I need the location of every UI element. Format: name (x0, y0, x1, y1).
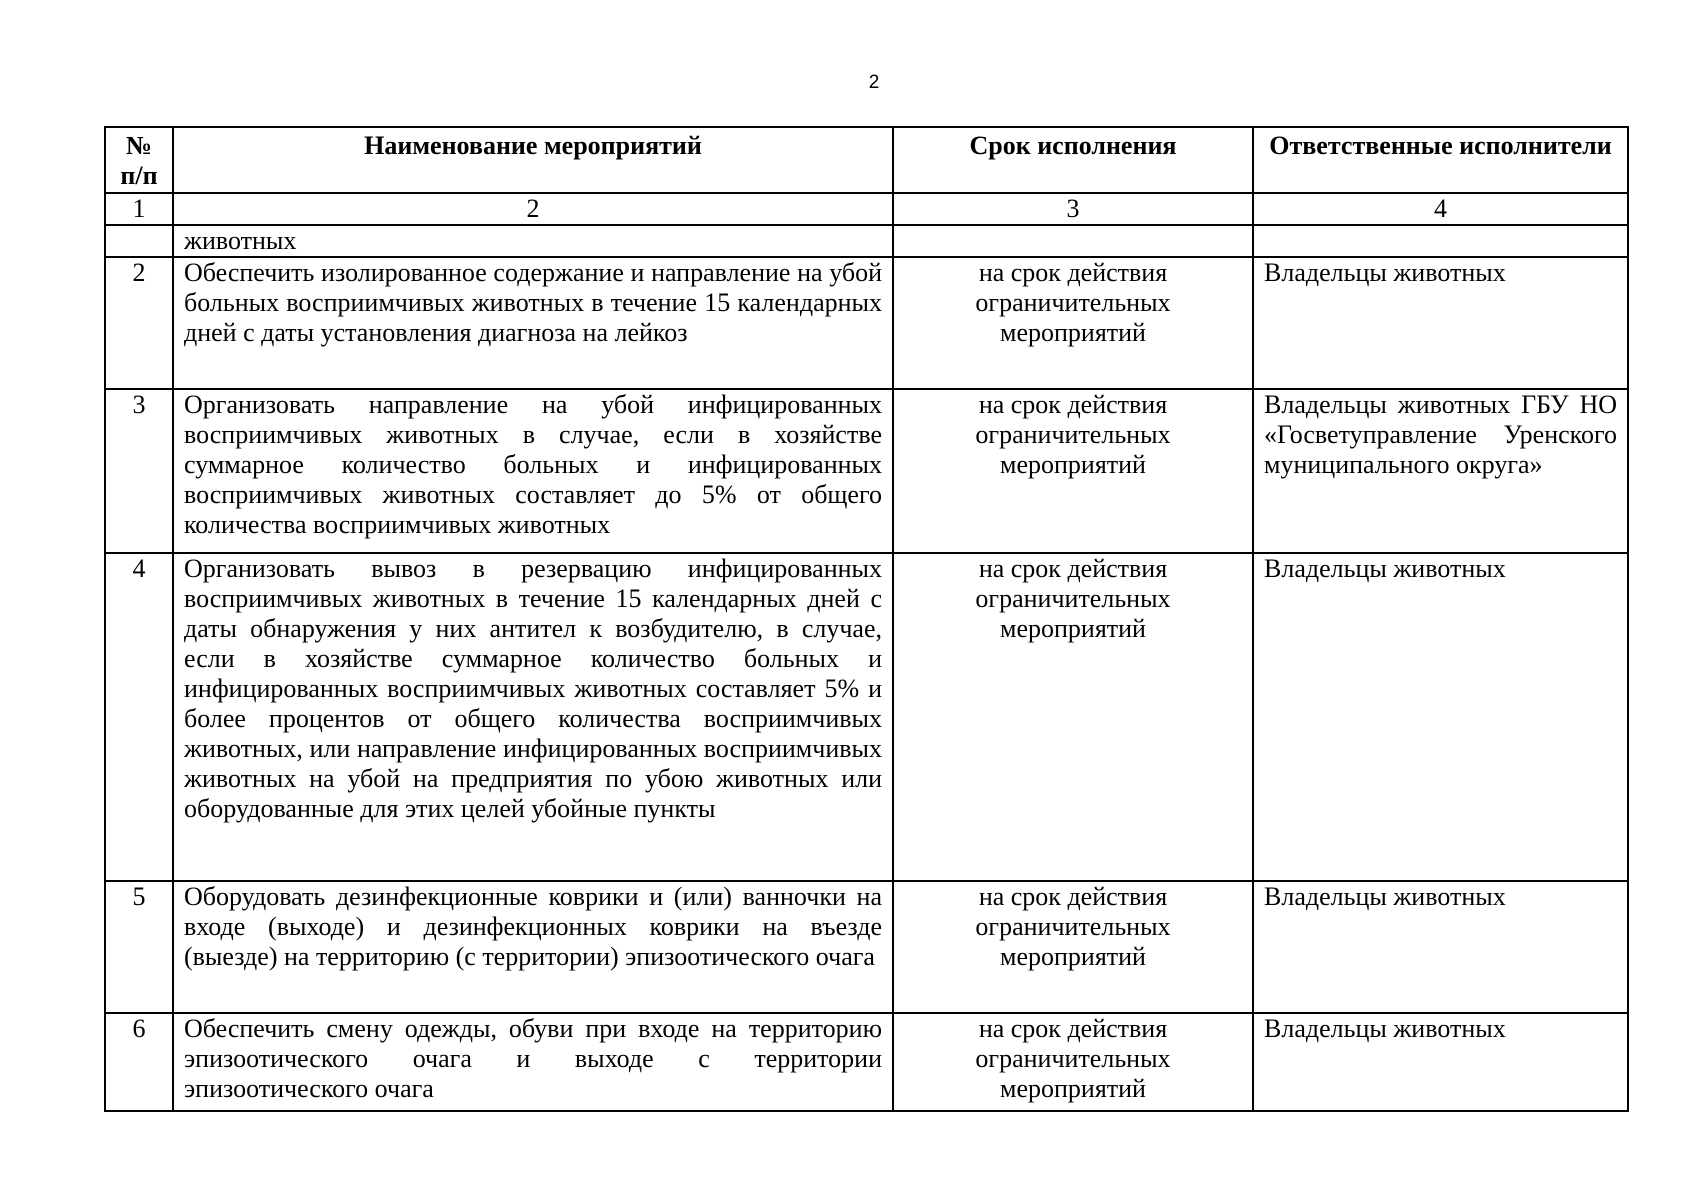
column-number: 2 (173, 193, 893, 225)
table-row (105, 1013, 1628, 1111)
page-number: 2 (868, 72, 880, 93)
continuation-row (105, 225, 1628, 257)
column-number: 4 (1253, 193, 1628, 225)
cell-num: 6 (105, 1013, 173, 1111)
cell-name: Организовать направление на убой инфицированных восприимчивых животных в случае, если в хозяйстве суммарное количество больных и инфицированных восприимчивых животных составляет до 5% от общего количества восприимчивых животных (173, 389, 893, 553)
column-number: 1 (105, 193, 173, 225)
cell-responsible: Владельцы животных (1253, 881, 1628, 1013)
table-row (105, 389, 1628, 553)
cell-term: на срок действия ограничительных мероприятий (893, 1013, 1253, 1111)
header-name: Наименование мероприятий (173, 127, 893, 193)
cell-responsible: Владельцы животных (1253, 257, 1628, 389)
cell-name: Обеспечить изолированное содержание и направление на убой больных восприимчивых животных в течение 15 календарных дней с даты установления диагноза на лейкоз (173, 257, 893, 389)
cell-responsible: Владельцы животных (1253, 553, 1628, 881)
cell-name: Обеспечить смену одежды, обуви при входе на территорию эпизоотического очага и выходе с территории эпизоотического очага (173, 1013, 893, 1111)
cell-term: на срок действия ограничительных мероприятий (893, 389, 1253, 553)
cell-term: на срок действия ограничительных мероприятий (893, 257, 1253, 389)
cell-name: Организовать вывоз в резервацию инфицированных восприимчивых животных в течение 15 календарных дней с даты обнаружения у них антител к возбудителю, в случае, если в хозяйстве суммарное количество больных и инфицированных восприимчивых животных составляет 5% и более процентов от общего количества восприимчивых животных, или направление инфицированных восприимчивых животных на убой на предприятия по убою животных или оборудованные для этих целей убойные пункты (173, 553, 893, 881)
table-row (105, 881, 1628, 1013)
cell-responsible (1253, 225, 1628, 257)
measures-table (104, 126, 1629, 1112)
cell-name: животных (173, 225, 893, 257)
header-num: № п/п (105, 127, 173, 193)
cell-term: на срок действия ограничительных мероприятий (893, 553, 1253, 881)
cell-responsible: Владельцы животных ГБУ НО «Госветуправление Уренского муниципального округа» (1253, 389, 1628, 553)
cell-responsible: Владельцы животных (1253, 1013, 1628, 1111)
cell-term (893, 225, 1253, 257)
cell-num: 3 (105, 389, 173, 553)
table-row (105, 257, 1628, 389)
cell-num: 4 (105, 553, 173, 881)
cell-num (105, 225, 173, 257)
table-row (105, 553, 1628, 881)
cell-term: на срок действия ограничительных мероприятий (893, 881, 1253, 1013)
column-number: 3 (893, 193, 1253, 225)
cell-num: 5 (105, 881, 173, 1013)
header-row (105, 127, 1628, 193)
column-number-row (105, 193, 1628, 225)
cell-num: 2 (105, 257, 173, 389)
cell-name: Оборудовать дезинфекционные коврики и (или) ванночки на входе (выходе) и дезинфекционных коврики на въезде (выезде) на территорию (с территории) эпизоотического очага (173, 881, 893, 1013)
header-term: Срок исполнения (893, 127, 1253, 193)
header-responsible: Ответственные исполнители (1253, 127, 1628, 193)
